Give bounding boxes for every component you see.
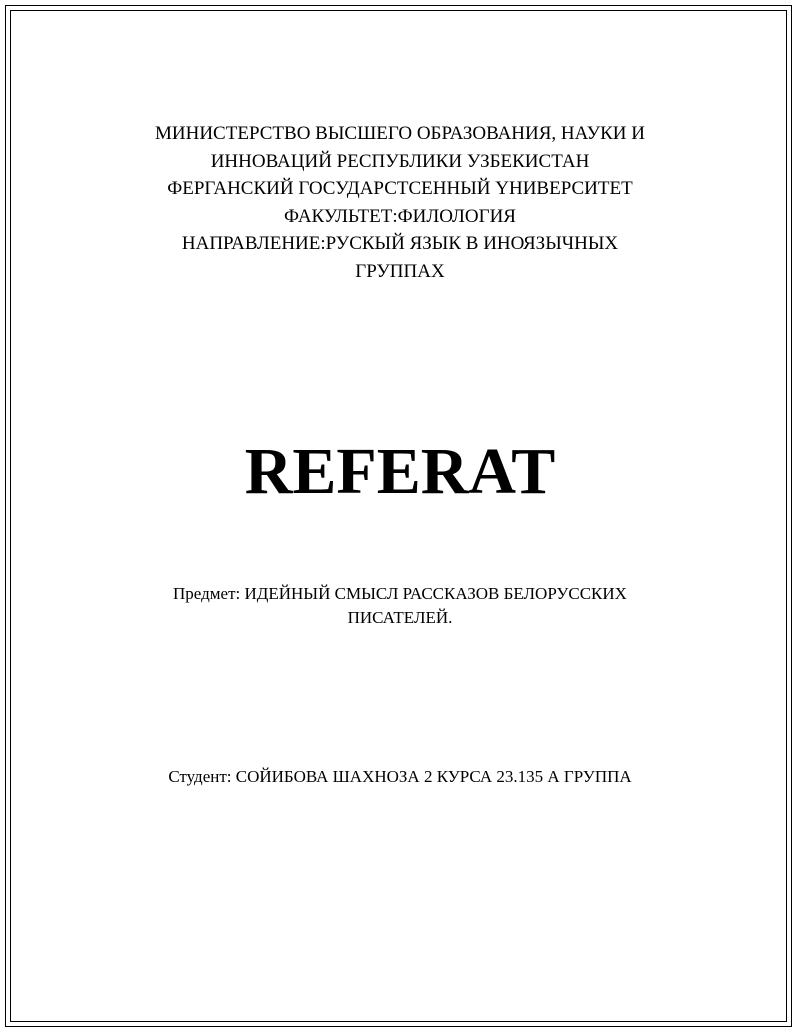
institution-header [0,120,800,285]
subject-line-1: Предмет: ИДЕЙНЫЙ СМЫСЛ РАССКАЗОВ БЕЛОРУССКИХ [173,584,627,603]
document-title: REFERAT [244,435,556,508]
header-faculty: ФАКУЛЬТЕТ:ФИЛОЛОГИЯ [284,205,516,227]
header-university: ФЕРГАНСКИЙ ГОСУДАРСТСЕННЫЙ ҮНИВЕРСИТЕТ [167,178,633,199]
student-line: Студент: СОЙИБОВА ШАХНОЗА 2 КУРСА 23.135 А ГРУППА [168,767,632,786]
subject-line-2: ПИСАТЕЛЕЙ. [347,607,453,627]
header-direction-line-1: НАПРАВЛЕНИЕ:РУСКЫЙ ЯЗЫК В ИНОЯЗЫЧНЫХ [181,233,619,254]
subject-block [0,582,800,629]
header-direction-line-2: ГРУППАХ [355,260,445,282]
header-ministry-line-1: МИНИСТЕРСТВО ВЫСШЕГО ОБРАЗОВАНИЯ, НАУКИ И [155,123,645,144]
header-ministry-line-2: ИННОВАЦИЙ РЕСПУБЛИКИ УЗБЕКИСТАН [210,150,590,172]
